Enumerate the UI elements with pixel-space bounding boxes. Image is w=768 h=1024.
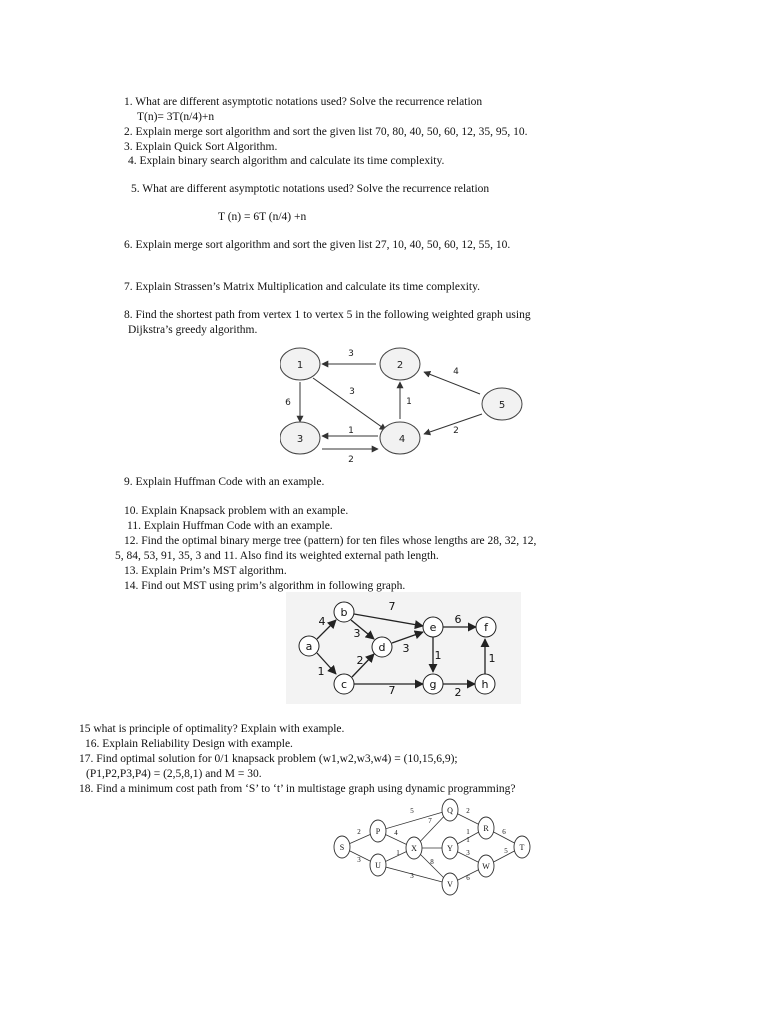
- node-label: P: [375, 827, 381, 836]
- node-label: d: [378, 641, 386, 654]
- edge-weight: 7: [388, 600, 396, 613]
- prim-mst-graph: [286, 592, 521, 704]
- node-label: c: [340, 678, 348, 691]
- edge-weight: 2: [453, 426, 459, 436]
- node-label: 3: [296, 434, 304, 445]
- question-13: 13. Explain Prim’s MST algorithm.: [124, 565, 287, 577]
- question-18: 18. Find a minimum cost path from ‘S’ to ‘t’ in multistage graph using dynamic programming?: [79, 783, 516, 795]
- question-5-line-1: 5. What are different asymptotic notations used? Solve the recurrence relation: [131, 183, 490, 195]
- edge-weight: 1: [406, 397, 412, 407]
- question-3: 3. Explain Quick Sort Algorithm.: [124, 141, 278, 153]
- node-label: Y: [447, 844, 453, 853]
- edge-weight: 4: [453, 367, 459, 377]
- edge-weight: 3: [349, 387, 355, 397]
- question-4: 4. Explain binary search algorithm and calculate its time complexity.: [128, 155, 445, 167]
- node-label: f: [484, 621, 488, 634]
- node-label: 2: [396, 360, 404, 371]
- node-label: e: [429, 621, 437, 634]
- question-14: 14. Find out MST using prim’s algorithm in following graph.: [124, 580, 406, 592]
- question-11: 11. Explain Huffman Code with an example.: [127, 520, 333, 532]
- edge-weight: 2: [357, 828, 361, 836]
- edge-weight: 1: [396, 849, 400, 857]
- question-6: 6. Explain merge sort algorithm and sort the given list 27, 10, 40, 50, 60, 12, 55, 10.: [124, 239, 511, 251]
- node-label: U: [375, 861, 381, 870]
- edge-weight: 3: [357, 856, 361, 864]
- question-8-line-2: Dijkstra’s greedy algorithm.: [128, 324, 258, 336]
- edge-weight: 6: [502, 828, 506, 836]
- question-10: 10. Explain Knapsack problem with an example.: [124, 505, 349, 517]
- edge-weight: 7: [388, 684, 396, 697]
- node-label: b: [340, 606, 348, 619]
- node-label: R: [483, 824, 489, 833]
- node-label: W: [482, 862, 490, 871]
- question-12-line-2: 5, 84, 53, 91, 35, 3 and 11. Also find its weighted external path length.: [115, 550, 439, 562]
- edge-weight: 1: [434, 649, 442, 662]
- question-8-line-1: 8. Find the shortest path from vertex 1 to vertex 5 in the following weighted graph using: [124, 309, 531, 321]
- edge-weight: 8: [430, 858, 434, 866]
- edge-weight: 4: [394, 829, 398, 837]
- question-12-line-1: 12. Find the optimal binary merge tree (pattern) for ten files whose lengths are 28, 32, 12,: [124, 535, 537, 547]
- edge-weight: 1: [348, 426, 354, 436]
- edge-weight: 1: [466, 828, 470, 836]
- question-1-line-1: 1. What are different asymptotic notations used? Solve the recurrence relation: [124, 96, 483, 108]
- edge-weight: 3: [348, 349, 354, 359]
- dijkstra-graph: [280, 342, 530, 462]
- edge-weight: 3: [402, 642, 410, 655]
- edge-weight: 3: [410, 872, 414, 880]
- edge-weight: 1: [317, 665, 325, 678]
- edge-weight: 5: [410, 807, 414, 815]
- node-label: 4: [398, 434, 406, 445]
- node-label: a: [305, 640, 313, 653]
- question-17-line-2: (P1,P2,P3,P4) = (2,5,8,1) and M = 30.: [86, 768, 262, 780]
- question-17-line-1: 17. Find optimal solution for 0/1 knapsack problem (w1,w2,w3,w4) = (10,15,6,9);: [79, 753, 458, 765]
- edge-weight: 2: [454, 686, 462, 699]
- question-2: 2. Explain merge sort algorithm and sort the given list 70, 80, 40, 50, 60, 12, 35, 95, 10.: [124, 126, 528, 138]
- node-label: T: [519, 843, 525, 852]
- edge-weight: 7: [428, 817, 432, 825]
- node-label: g: [429, 678, 437, 691]
- node-label: X: [411, 844, 417, 853]
- edge-weight: 3: [466, 849, 470, 857]
- question-15: 15 what is principle of optimality? Explain with example.: [79, 723, 345, 735]
- node-label: Q: [447, 806, 453, 815]
- multistage-graph: [332, 798, 542, 898]
- edge-weight: 4: [318, 615, 326, 628]
- edge-weight: 2: [348, 455, 354, 462]
- question-9: 9. Explain Huffman Code with an example.: [124, 476, 325, 488]
- node-label: 5: [498, 400, 506, 411]
- question-5-line-2: T (n) = 6T (n/4) +n: [218, 211, 307, 223]
- question-7: 7. Explain Strassen’s Matrix Multiplication and calculate its time complexity.: [124, 281, 481, 293]
- question-1-line-2: T(n)= 3T(n/4)+n: [137, 111, 215, 123]
- edge-weight: 6: [285, 398, 291, 408]
- edge-weight: 6: [466, 874, 470, 882]
- edge-weight: 6: [454, 613, 462, 626]
- edge-weight: 2: [466, 807, 470, 815]
- edge-weight: 1: [466, 836, 470, 844]
- node-label: 1: [296, 360, 304, 371]
- question-16: 16. Explain Reliability Design with example.: [85, 738, 293, 750]
- edge-weight: 5: [504, 847, 508, 855]
- node-label: S: [339, 843, 345, 852]
- edge-weight: 2: [356, 654, 364, 667]
- edge-weight: 3: [353, 627, 361, 640]
- edge-weight: 1: [488, 652, 496, 665]
- node-label: V: [447, 880, 453, 889]
- node-label: h: [481, 678, 489, 691]
